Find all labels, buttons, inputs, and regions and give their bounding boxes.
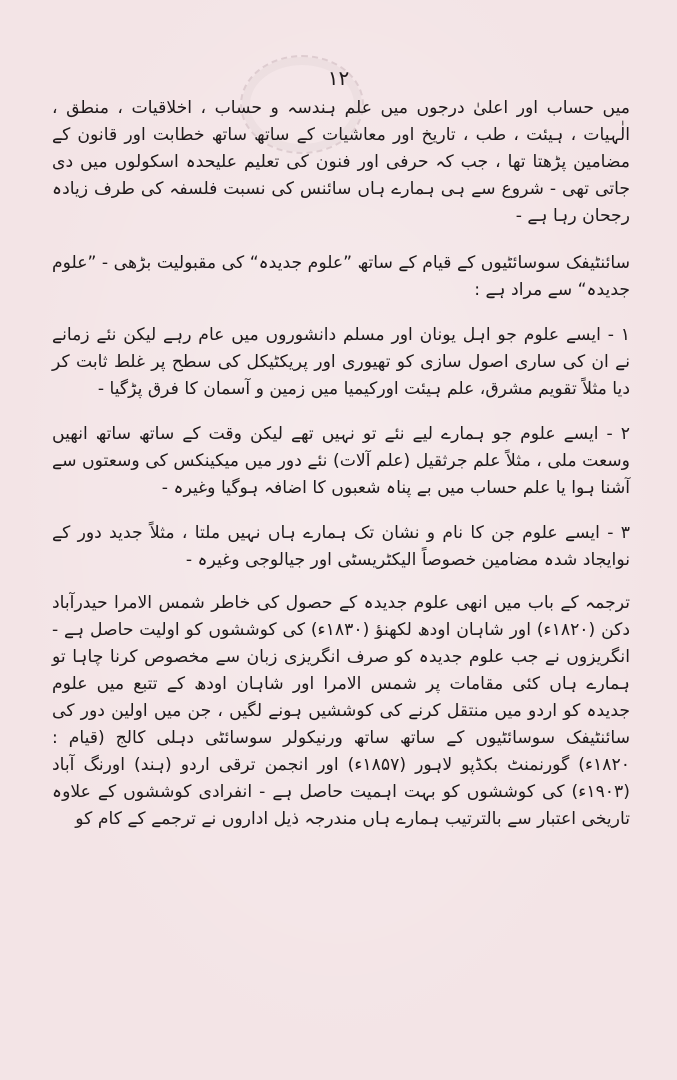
paragraph-1: میں حساب اور اعلیٰ درجوں میں علم ہندسہ و حساب ، اخلاقیات ، منطق ، الٰہیات ، ہیئت ، طب ، تاریخ اور معاشیات کے ساتھ ساتھ خطابت اور قانون کے مضامین پڑھتا تھا ، جب کہ حرفی اور فنون کی تعلیم علیحدہ اسکولوں میں دی جاتی تھی - شروع سے ہی ہمارے ہاں سائنس کی نسبت فلسفہ کی طرف زیادہ رجحان رہا ہے - [52, 98, 630, 226]
page-body [52, 95, 630, 851]
paragraph-2: سائنٹیفک سوسائٹیوں کے قیام کے ساتھ ”علوم جدیدہ“ کی مقبولیت بڑھی - ”علوم جدیدہ“ سے مراد ہے : [52, 253, 630, 300]
page-number: ۱۲ [327, 66, 350, 90]
paragraph-5-item-3: ۳ - ایسے علوم جن کا نام و نشان تک ہمارے ہاں نہیں ملتا ، مثلاً جدید دور کے نوایجاد شدہ مضامین خصوصاً الیکٹریسٹی اور جیالوجی وغیرہ - [52, 523, 630, 570]
paragraph-4-item-2: ۲ - ایسے علوم جو ہمارے لیے نئے تو نہیں تھے لیکن وقت کے ساتھ ساتھ انھیں وسعت ملی ، مثلاً علم جرثقیل (علم آلات) نئے دور میں میکینکس کی وسعتوں سے آشنا ہوا یا علم حساب میں بے پناہ شعبوں کا اضافہ ہوگیا وغیرہ - [52, 424, 630, 498]
paragraph-3-item-1: ۱ - ایسے علوم جو اہل یونان اور مسلم دانشوروں میں عام رہے لیکن نئے زمانے نے ان کی ساری اصول سازی کو تھیوری اور پریکٹیکل کی سطح پر غلط ثابت کر دیا مثلاً تقویم مشرق، علم ہیئت اورکیمیا میں زمین و آسمان کا فرق پڑگیا - [52, 325, 630, 399]
paragraph-6: ترجمہ کے باب میں انھی علوم جدیدہ کے حصول کی خاطر شمس الامرا حیدرآباد دکن (۱۸۲۰ء) اور شاہان اودھ لکھنؤ (۱۸۳۰ء) کی کوششوں کو اولیت حاصل ہے - انگریزوں نے جب علوم جدیدہ کو صرف انگریزی زبان سے مخصوص کرنا چاہا تو ہمارے ہاں کئی مقامات پر شمس الامرا اور شاہان اودھ کے تتبع میں علوم جدیدہ کو اردو میں منتقل کرنے کی کوششیں ہونے لگیں ، جن میں اولین دور کی سائنٹیفک سوسائٹیوں کے ساتھ ساتھ ورنیکولر سوسائٹی دہلی کالج (قیام : ۱۸۲۰ء) گورنمنٹ بکڈپو لاہور (۱۸۵۷ء) اور انجمن ترقی اردو (ہند) اورنگ آباد (۱۹۰۳ء) کی کوششوں کو بہت اہمیت حاصل ہے - انفرادی کوششوں کے علاوہ تاریخی اعتبار سے بالترتیب ہمارے ہاں مندرجہ ذیل اداروں نے ترجمے کے کام کو [52, 593, 630, 829]
